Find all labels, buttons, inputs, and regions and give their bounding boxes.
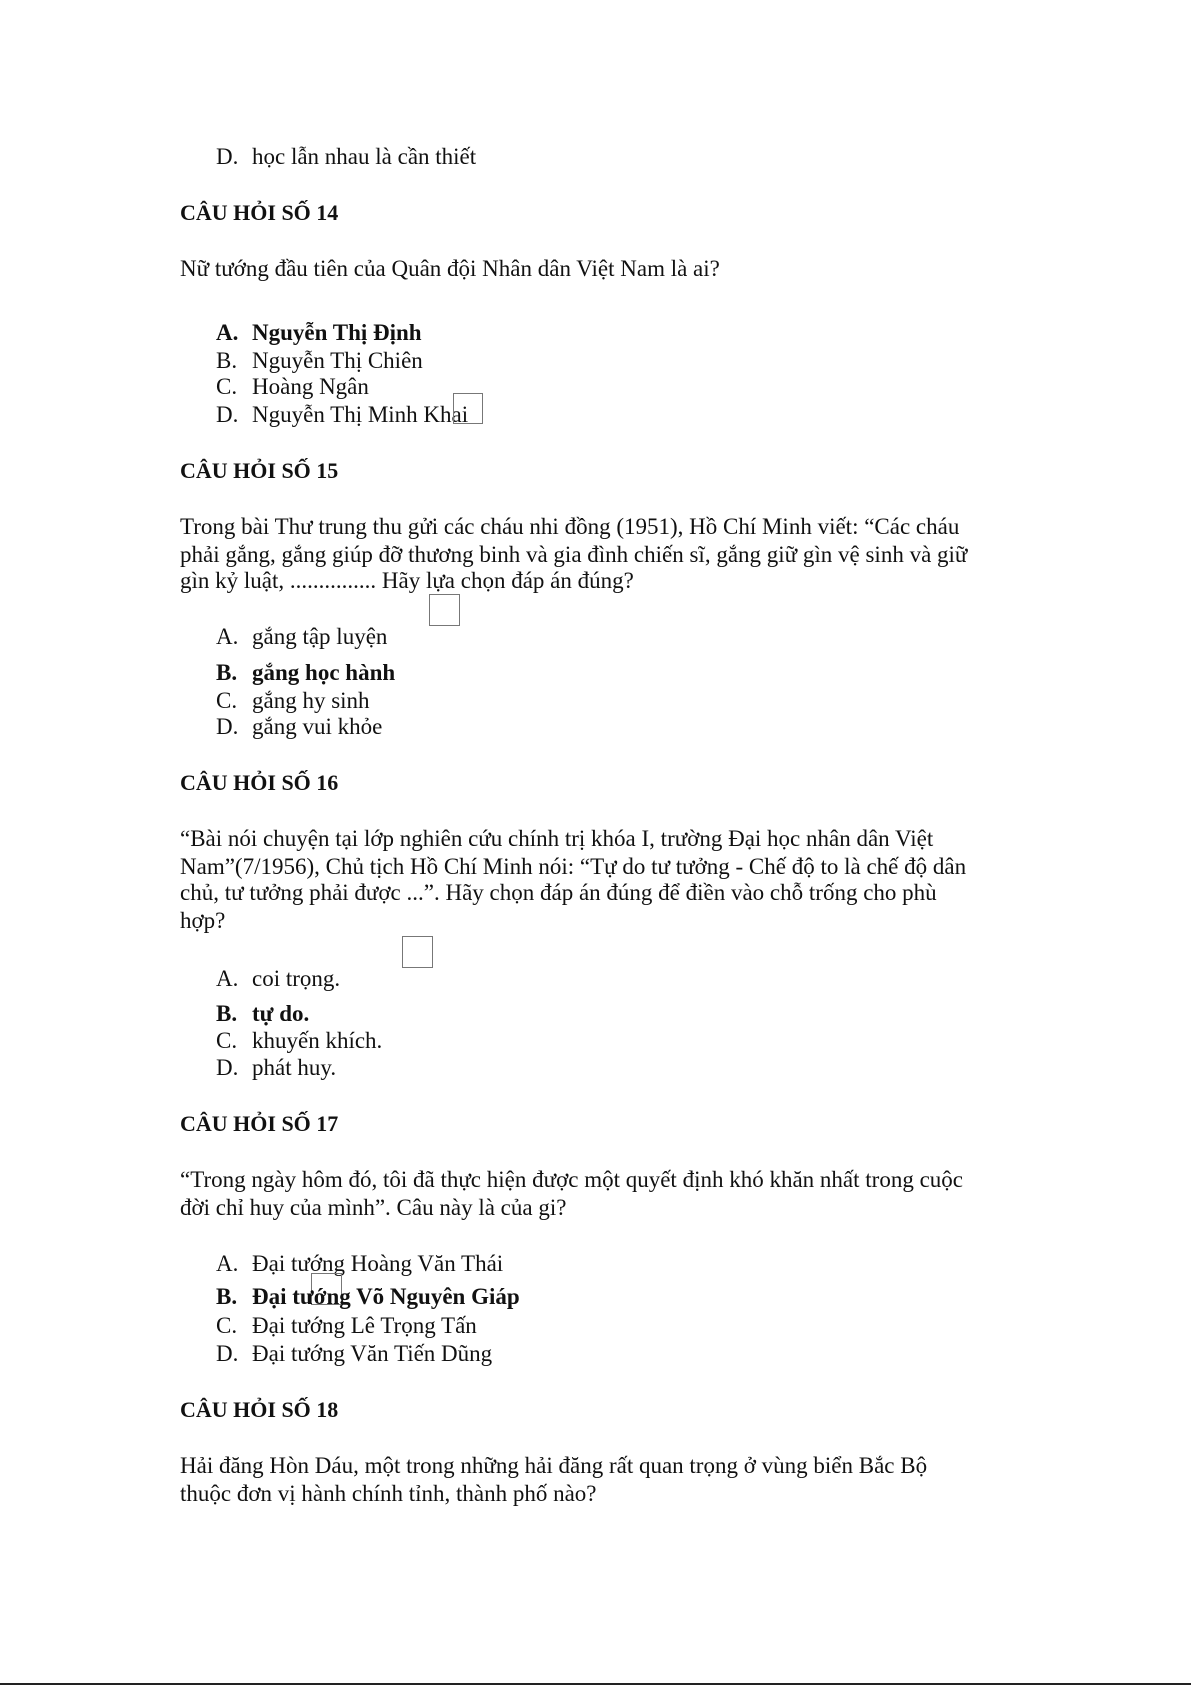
question-16-heading: CÂU HỎI SỐ 16 — [180, 770, 339, 795]
question-16-prompt-line-2: Nam”(7/1956), Chủ tịch Hồ Chí Minh nói: “Tự do tư tưởng - Chế độ to là chế độ dân — [180, 854, 967, 879]
option-letter: B. — [216, 660, 238, 685]
question-17-prompt-line-2: đời chỉ huy của mình”. Câu này là của gi? — [180, 1195, 567, 1220]
option-text: gắng học hành — [252, 660, 396, 685]
option-text: học lẫn nhau là cần thiết — [252, 144, 477, 169]
object-anchor-box — [453, 393, 483, 424]
option-letter: D. — [216, 1055, 239, 1080]
option-text: phát huy. — [252, 1055, 337, 1080]
question-17-option-b — [216, 1283, 520, 1311]
question-15-option-c — [216, 687, 370, 715]
question-15-option-d — [216, 713, 382, 741]
option-letter: A. — [216, 966, 239, 991]
question-16-prompt-line-1: “Bài nói chuyện tại lớp nghiên cứu chính trị khóa I, trường Đại học nhân dân Việt — [180, 826, 934, 851]
option-text: khuyến khích. — [252, 1028, 383, 1053]
option-letter: B. — [216, 348, 238, 373]
prev-question-option-d — [216, 143, 476, 171]
option-letter: D. — [216, 144, 239, 169]
option-letter: C. — [216, 1313, 238, 1338]
option-letter: D. — [216, 1341, 239, 1366]
option-text: Đại tướng Võ Nguyên Giáp — [252, 1284, 520, 1309]
object-anchor-box — [402, 936, 433, 968]
option-text: Nguyễn Thị Minh Khai — [252, 402, 469, 427]
question-14-option-c — [216, 373, 369, 401]
option-letter: C. — [216, 1028, 238, 1053]
question-18-prompt-line-1: Hải đăng Hòn Dáu, một trong những hải đăng rất quan trọng ở vùng biển Bắc Bộ — [180, 1453, 928, 1478]
question-17-heading: CÂU HỎI SỐ 17 — [180, 1111, 339, 1136]
question-16-prompt-line-3: chủ, tư tưởng phải được ...”. Hãy chọn đáp án đúng để điền vào chỗ trống cho phù — [180, 880, 937, 905]
question-17-option-a — [216, 1250, 503, 1278]
option-text: Đại tướng Văn Tiến Dũng — [252, 1341, 493, 1366]
option-text: gắng hy sinh — [252, 688, 370, 713]
option-text: Hoàng Ngân — [252, 374, 369, 399]
question-16-option-a — [216, 965, 340, 993]
option-text: tự do. — [252, 1001, 310, 1026]
option-letter: C. — [216, 688, 238, 713]
question-14-heading: CÂU HỎI SỐ 14 — [180, 200, 339, 225]
question-15-prompt-line-2: phải gắng, gắng giúp đỡ thương binh và gia đình chiến sĩ, gắng giữ gìn vệ sinh và giữ — [180, 542, 968, 567]
option-letter: A. — [216, 1251, 239, 1276]
option-letter: A. — [216, 320, 239, 345]
option-letter: C. — [216, 374, 238, 399]
option-text: gắng tập luyện — [252, 624, 388, 649]
question-15-heading: CÂU HỎI SỐ 15 — [180, 458, 339, 483]
question-17-option-c — [216, 1312, 477, 1340]
question-14-option-a — [216, 319, 422, 347]
question-15-prompt-line-3: gìn kỷ luật, ............... Hãy lựa chọn đáp án đúng? — [180, 568, 634, 593]
question-18-prompt-line-2: thuộc đơn vị hành chính tỉnh, thành phố nào? — [180, 1481, 597, 1506]
option-letter: A. — [216, 624, 239, 649]
question-15-prompt-line-1: Trong bài Thư trung thu gửi các cháu nhi đồng (1951), Hồ Chí Minh viết: “Các cháu — [180, 514, 960, 539]
option-text: Đại tướng Hoàng Văn Thái — [252, 1251, 504, 1276]
question-16-prompt-line-4: hợp? — [180, 908, 226, 933]
question-16-option-d — [216, 1054, 336, 1082]
option-text: Đại tướng Lê Trọng Tấn — [252, 1313, 477, 1338]
question-15-option-a — [216, 623, 387, 651]
option-text: Nguyễn Thị Chiên — [252, 348, 423, 373]
option-letter: D. — [216, 402, 239, 427]
question-15-option-b — [216, 659, 395, 687]
question-14-option-d — [216, 401, 468, 429]
question-14-option-b — [216, 347, 423, 375]
question-16-option-c — [216, 1027, 382, 1055]
option-text: gắng vui khỏe — [252, 714, 383, 739]
question-17-prompt-line-1: “Trong ngày hôm đó, tôi đã thực hiện được một quyết định khó khăn nhất trong cuộc — [180, 1167, 963, 1192]
option-letter: B. — [216, 1001, 238, 1026]
option-letter: D. — [216, 714, 239, 739]
object-anchor-box — [429, 594, 460, 626]
question-18-heading: CÂU HỎI SỐ 18 — [180, 1397, 339, 1422]
option-text: coi trọng. — [252, 966, 341, 991]
option-text: Nguyễn Thị Định — [252, 320, 422, 345]
question-14-prompt-line-1: Nữ tướng đầu tiên của Quân đội Nhân dân Việt Nam là ai? — [180, 256, 720, 281]
question-16-option-b — [216, 1000, 309, 1028]
option-letter: B. — [216, 1284, 238, 1309]
question-17-option-d — [216, 1340, 492, 1368]
